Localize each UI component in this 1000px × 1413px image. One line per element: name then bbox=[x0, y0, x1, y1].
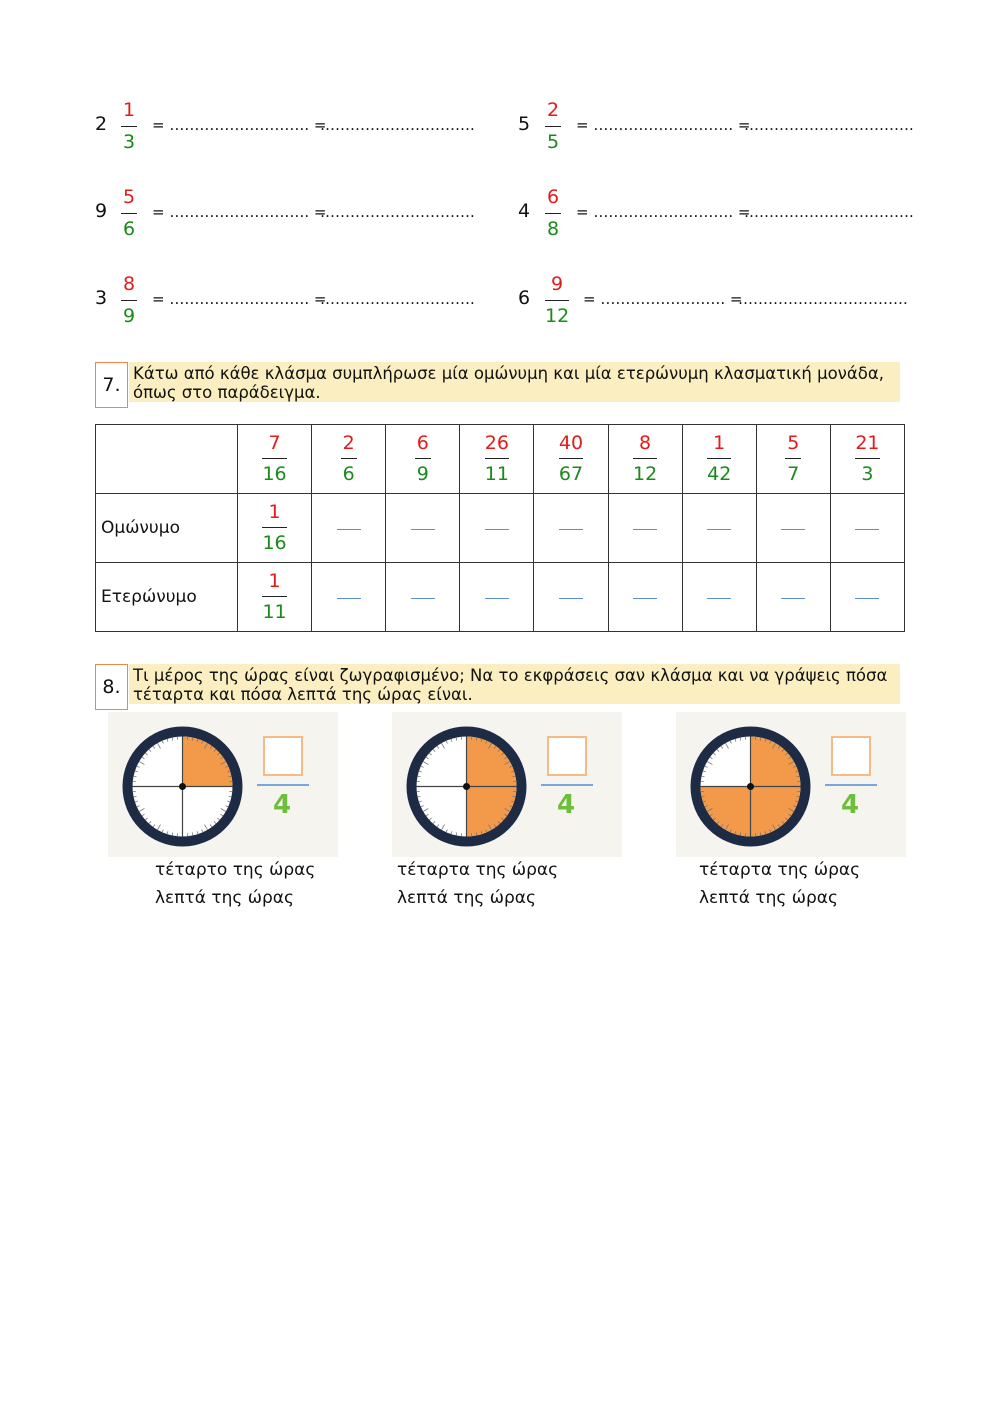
numerator: 1 bbox=[122, 99, 136, 121]
table-fraction-cell bbox=[682, 425, 756, 494]
denominator: 12 bbox=[633, 463, 658, 485]
clock-icon bbox=[404, 724, 529, 849]
denominator: 9 bbox=[416, 463, 429, 485]
fraction-bar bbox=[541, 784, 593, 786]
answer-blank[interactable]: = ……………………. = bbox=[583, 290, 743, 308]
whole-number: 6 bbox=[518, 287, 531, 309]
denominator: 16 bbox=[262, 532, 287, 554]
whole-number: 4 bbox=[518, 200, 531, 222]
shaded-quarter bbox=[467, 787, 517, 837]
answer-blank[interactable]: ……………………………. bbox=[744, 116, 914, 134]
answer-blank[interactable]: ……………………………. bbox=[738, 290, 908, 308]
numerator: 1 bbox=[713, 432, 726, 454]
numerator: 6 bbox=[546, 186, 560, 208]
whole-number: 9 bbox=[95, 200, 108, 222]
fraction-bar bbox=[257, 784, 309, 786]
fraction-bar bbox=[121, 213, 137, 214]
numerator: 1 bbox=[268, 570, 281, 592]
shaded-quarter bbox=[183, 737, 233, 787]
answer-cell[interactable] bbox=[608, 494, 682, 563]
denominator: 7 bbox=[787, 463, 800, 485]
answer-cell[interactable] bbox=[534, 494, 608, 563]
denominator: 11 bbox=[262, 601, 287, 623]
fraction-bar bbox=[545, 300, 569, 301]
clock-item bbox=[676, 712, 906, 857]
denominator: 16 bbox=[262, 463, 287, 485]
answer-cell[interactable] bbox=[312, 494, 386, 563]
numerator-answer-box[interactable] bbox=[263, 736, 303, 776]
numerator: 8 bbox=[639, 432, 652, 454]
fraction-bar bbox=[121, 300, 137, 301]
table-fraction-cell bbox=[312, 425, 386, 494]
clock-center bbox=[179, 783, 186, 790]
caption-minutes: λεπτά της ώρας bbox=[699, 888, 838, 908]
fraction-bar bbox=[545, 126, 561, 127]
answer-blank[interactable]: = ………………………. = bbox=[576, 203, 751, 221]
numerator: 2 bbox=[342, 432, 355, 454]
fraction bbox=[545, 275, 569, 326]
task-8-header bbox=[95, 664, 900, 710]
numerator: 7 bbox=[268, 432, 281, 454]
numerator: 1 bbox=[268, 501, 281, 523]
fraction-bar bbox=[121, 126, 137, 127]
denominator: 6 bbox=[342, 463, 355, 485]
numerator: 6 bbox=[416, 432, 429, 454]
answer-blank[interactable]: = ………………………. = bbox=[152, 203, 327, 221]
clock-caption bbox=[155, 856, 315, 912]
fraction bbox=[121, 188, 137, 239]
denominator: 42 bbox=[707, 463, 732, 485]
answer-blank[interactable]: = ………………………. = bbox=[576, 116, 751, 134]
denominator: 3 bbox=[861, 463, 874, 485]
answer-blank[interactable]: …………………………. bbox=[320, 203, 475, 221]
answer-cell[interactable] bbox=[534, 563, 608, 632]
answer-cell[interactable] bbox=[460, 494, 534, 563]
answer-blank[interactable]: = ………………………. = bbox=[152, 290, 327, 308]
row-label-unlike: Ετερώνυμο bbox=[96, 563, 238, 632]
denominator: 5 bbox=[546, 131, 560, 153]
fraction bbox=[545, 188, 561, 239]
numerator: 40 bbox=[558, 432, 584, 454]
answer-cell[interactable] bbox=[682, 563, 756, 632]
answer-cell[interactable] bbox=[756, 494, 830, 563]
whole-number: 2 bbox=[95, 113, 108, 135]
answer-blank[interactable]: = ………………………. = bbox=[152, 116, 327, 134]
fractions-table bbox=[95, 424, 905, 632]
table-row bbox=[96, 425, 905, 494]
caption-quarters: τέταρτο της ώρας bbox=[155, 860, 316, 880]
task-instructions: Τι μέρος της ώρας είναι ζωγραφισμένο; Να το εκφράσεις σαν κλάσμα και να γράψεις πόσα τέταρτα και πόσα λεπτά της ώρας είναι. bbox=[133, 666, 888, 704]
answer-cell[interactable] bbox=[460, 563, 534, 632]
table-example-cell bbox=[238, 563, 312, 632]
clock-icon bbox=[688, 724, 813, 849]
answer-cell[interactable] bbox=[608, 563, 682, 632]
whole-number: 5 bbox=[518, 113, 531, 135]
answer-cell[interactable] bbox=[756, 563, 830, 632]
denominator: 12 bbox=[545, 305, 570, 327]
denominator: 6 bbox=[122, 218, 136, 240]
task-instructions: Κάτω από κάθε κλάσμα συμπλήρωσε μία ομώνυμη και μία ετερώνυμη κλασματική μονάδα, όπως στο παράδειγμα. bbox=[133, 364, 884, 402]
numerator: 5 bbox=[122, 186, 136, 208]
answer-blank[interactable]: …………………………. bbox=[320, 116, 475, 134]
task-number: 8. bbox=[95, 664, 128, 710]
answer-cell[interactable] bbox=[682, 494, 756, 563]
answer-blank[interactable]: …………………………. bbox=[320, 290, 475, 308]
fraction bbox=[121, 101, 137, 152]
row-label-like: Ομώνυμο bbox=[96, 494, 238, 563]
denominator: 67 bbox=[558, 463, 584, 485]
fraction bbox=[545, 101, 561, 152]
table-example-cell bbox=[238, 494, 312, 563]
clock-center bbox=[463, 783, 470, 790]
answer-cell[interactable] bbox=[386, 563, 460, 632]
clock-item bbox=[108, 712, 338, 857]
caption-minutes: λεπτά της ώρας bbox=[155, 888, 294, 908]
answer-cell[interactable] bbox=[386, 494, 460, 563]
caption-quarters: τέταρτα της ώρας bbox=[397, 860, 559, 880]
numerator: 2 bbox=[546, 99, 560, 121]
table-fraction-cell bbox=[608, 425, 682, 494]
answer-cell[interactable] bbox=[312, 563, 386, 632]
table-fraction-cell bbox=[386, 425, 460, 494]
shaded-quarter bbox=[701, 787, 751, 837]
numerator: 8 bbox=[122, 273, 136, 295]
clock-item bbox=[392, 712, 622, 857]
numerator: 21 bbox=[855, 432, 880, 454]
shaded-quarter bbox=[467, 737, 517, 787]
denominator: 8 bbox=[546, 218, 560, 240]
whole-number: 3 bbox=[95, 287, 108, 309]
clock-caption bbox=[397, 856, 558, 912]
numerator-answer-box[interactable] bbox=[831, 736, 871, 776]
answer-cell[interactable] bbox=[830, 494, 904, 563]
denominator: 11 bbox=[484, 463, 509, 485]
numerator: 5 bbox=[787, 432, 800, 454]
denominator: 9 bbox=[122, 305, 136, 327]
fraction-bar bbox=[545, 213, 561, 214]
denominator: 4 bbox=[841, 790, 860, 820]
table-fraction-cell bbox=[534, 425, 608, 494]
denominator: 4 bbox=[273, 790, 292, 820]
table-fraction-cell bbox=[756, 425, 830, 494]
shaded-quarter bbox=[751, 737, 801, 787]
denominator: 4 bbox=[557, 790, 576, 820]
numerator: 26 bbox=[484, 432, 509, 454]
table-row bbox=[96, 563, 905, 632]
clock-center bbox=[747, 783, 754, 790]
clock-icon bbox=[120, 724, 245, 849]
denominator: 3 bbox=[122, 131, 136, 153]
fraction bbox=[121, 275, 137, 326]
table-fraction-cell bbox=[460, 425, 534, 494]
task-number: 7. bbox=[95, 362, 128, 408]
shaded-quarter bbox=[751, 787, 801, 837]
answer-blank[interactable]: ……………………………. bbox=[744, 203, 914, 221]
caption-quarters: τέταρτα της ώρας bbox=[699, 860, 861, 880]
numerator-answer-box[interactable] bbox=[547, 736, 587, 776]
table-fraction-cell bbox=[238, 425, 312, 494]
table-corner-cell bbox=[96, 425, 238, 494]
fraction-bar bbox=[825, 784, 877, 786]
clock-caption bbox=[699, 856, 860, 912]
table-row bbox=[96, 494, 905, 563]
task-7-header bbox=[95, 362, 900, 408]
answer-cell[interactable] bbox=[830, 563, 904, 632]
caption-minutes: λεπτά της ώρας bbox=[397, 888, 536, 908]
table-fraction-cell bbox=[830, 425, 904, 494]
numerator: 9 bbox=[551, 273, 564, 295]
